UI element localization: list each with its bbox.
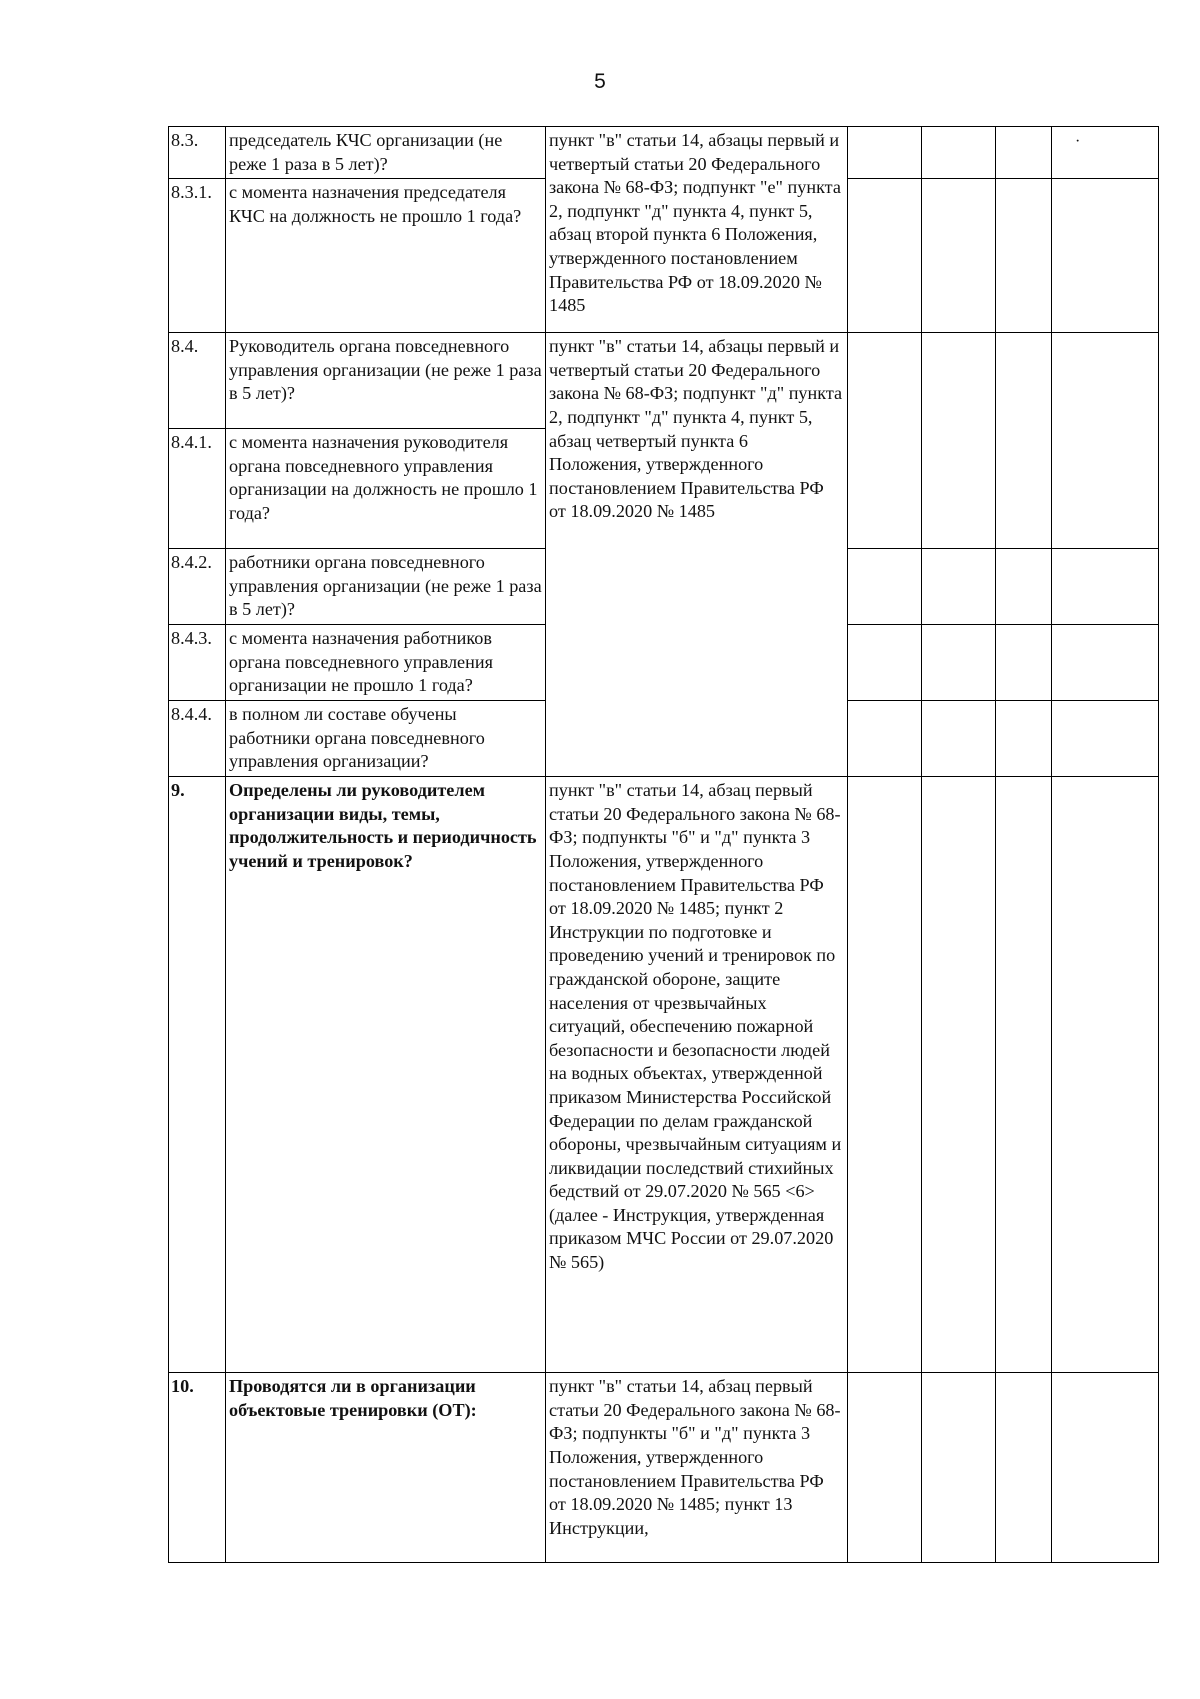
- answer-cell[interactable]: [996, 625, 1052, 701]
- checklist-table: [168, 126, 1159, 1563]
- table-row: [169, 333, 1159, 429]
- reference-cell: пункт "в" статьи 14, абзацы первый и четвертый статьи 20 Федерального закона № 68-ФЗ; подпункт "е" пункта 2, подпункт "д" пункта 4, пункт 5, абзац второй пункта 6 Положения, утвержденного постановлением Правительства РФ от 18.09.2020 № 1485: [546, 127, 848, 333]
- question-cell: председатель КЧС организации (не реже 1 раза в 5 лет)?: [226, 127, 546, 179]
- row-number: 8.4.2.: [169, 549, 226, 625]
- answer-cell[interactable]: [996, 777, 1052, 1373]
- answer-cell[interactable]: [996, 1373, 1052, 1563]
- row-number: 8.4.3.: [169, 625, 226, 701]
- question-cell: с момента назначения председателя КЧС на должность не прошло 1 года?: [226, 179, 546, 333]
- answer-cell[interactable]: [848, 333, 922, 549]
- row-number: 10.: [169, 1373, 226, 1563]
- row-number: 9.: [169, 777, 226, 1373]
- answer-cell[interactable]: [922, 549, 996, 625]
- table-row: [169, 777, 1159, 1373]
- answer-cell[interactable]: [848, 777, 922, 1373]
- note-cell[interactable]: [1052, 1373, 1159, 1563]
- answer-cell[interactable]: [848, 549, 922, 625]
- question-cell: Проводятся ли в организации объектовые тренировки (ОТ):: [226, 1373, 546, 1563]
- table-row: [169, 127, 1159, 179]
- stray-mark: ·: [1075, 133, 1081, 150]
- row-number: 8.3.1.: [169, 179, 226, 333]
- row-number: 8.4.4.: [169, 701, 226, 777]
- note-cell[interactable]: [1052, 777, 1159, 1373]
- table-row: [169, 1373, 1159, 1563]
- note-cell[interactable]: [1052, 179, 1159, 333]
- answer-cell[interactable]: [996, 549, 1052, 625]
- answer-cell[interactable]: [996, 333, 1052, 549]
- note-cell[interactable]: [1052, 701, 1159, 777]
- question-cell: Определены ли руководителем организации виды, темы, продолжительность и периодичность учений и тренировок?: [226, 777, 546, 1373]
- answer-cell[interactable]: [996, 179, 1052, 333]
- row-number: 8.4.1.: [169, 429, 226, 549]
- question-cell: Руководитель органа повседневного управления организации (не реже 1 раза в 5 лет)?: [226, 333, 546, 429]
- answer-cell[interactable]: [922, 333, 996, 549]
- note-cell[interactable]: [1052, 625, 1159, 701]
- answer-cell[interactable]: [848, 1373, 922, 1563]
- answer-cell[interactable]: [996, 127, 1052, 179]
- row-number: 8.3.: [169, 127, 226, 179]
- answer-cell[interactable]: [848, 625, 922, 701]
- note-cell[interactable]: [1052, 127, 1159, 179]
- answer-cell[interactable]: [922, 625, 996, 701]
- reference-cell: пункт "в" статьи 14, абзац первый статьи 20 Федерального закона № 68-ФЗ; подпункты "б" и "д" пункта 3 Положения, утвержденного постановлением Правительства РФ от 18.09.2020 № 1485; пункт 2 Инструкции по подготовке и проведению учений и тренировок по гражданской обороне, защите населения от чрезвычайных ситуаций, обеспечению пожарной безопасности и безопасности людей на водных объектах, утвержденной приказом Министерства Российской Федерации по делам гражданской обороны, чрезвычайным ситуациям и ликвидации последствий стихийных бедствий от 29.07.2020 № 565 <6> (далее - Инструкция, утвержденная приказом МЧС России от 29.07.2020 № 565): [546, 777, 848, 1373]
- question-cell: с момента назначения руководителя органа повседневного управления организации на должность не прошло 1 года?: [226, 429, 546, 549]
- note-cell[interactable]: [1052, 333, 1159, 549]
- answer-cell[interactable]: [922, 127, 996, 179]
- answer-cell[interactable]: [922, 701, 996, 777]
- question-cell: работники органа повседневного управления организации (не реже 1 раза в 5 лет)?: [226, 549, 546, 625]
- answer-cell[interactable]: [922, 179, 996, 333]
- answer-cell[interactable]: [922, 1373, 996, 1563]
- answer-cell[interactable]: [848, 127, 922, 179]
- answer-cell[interactable]: [848, 701, 922, 777]
- question-cell: с момента назначения работников органа повседневного управления организации не прошло 1 года?: [226, 625, 546, 701]
- note-cell[interactable]: [1052, 549, 1159, 625]
- answer-cell[interactable]: [996, 701, 1052, 777]
- answer-cell[interactable]: [922, 777, 996, 1373]
- question-cell: в полном ли составе обучены работники органа повседневного управления организации?: [226, 701, 546, 777]
- reference-cell: пункт "в" статьи 14, абзацы первый и четвертый статьи 20 Федерального закона № 68-ФЗ; подпункт "д" пункта 2, подпункт "д" пункта 4, пункт 5, абзац четвертый пункта 6 Положения, утвержденного постановлением Правительства РФ от 18.09.2020 № 1485: [546, 333, 848, 777]
- reference-cell: пункт "в" статьи 14, абзац первый статьи 20 Федерального закона № 68-ФЗ; подпункты "б" и "д" пункта 3 Положения, утвержденного постановлением Правительства РФ от 18.09.2020 № 1485; пункт 13 Инструкции,: [546, 1373, 848, 1563]
- page-number: 5: [594, 70, 606, 93]
- row-number: 8.4.: [169, 333, 226, 429]
- answer-cell[interactable]: [848, 179, 922, 333]
